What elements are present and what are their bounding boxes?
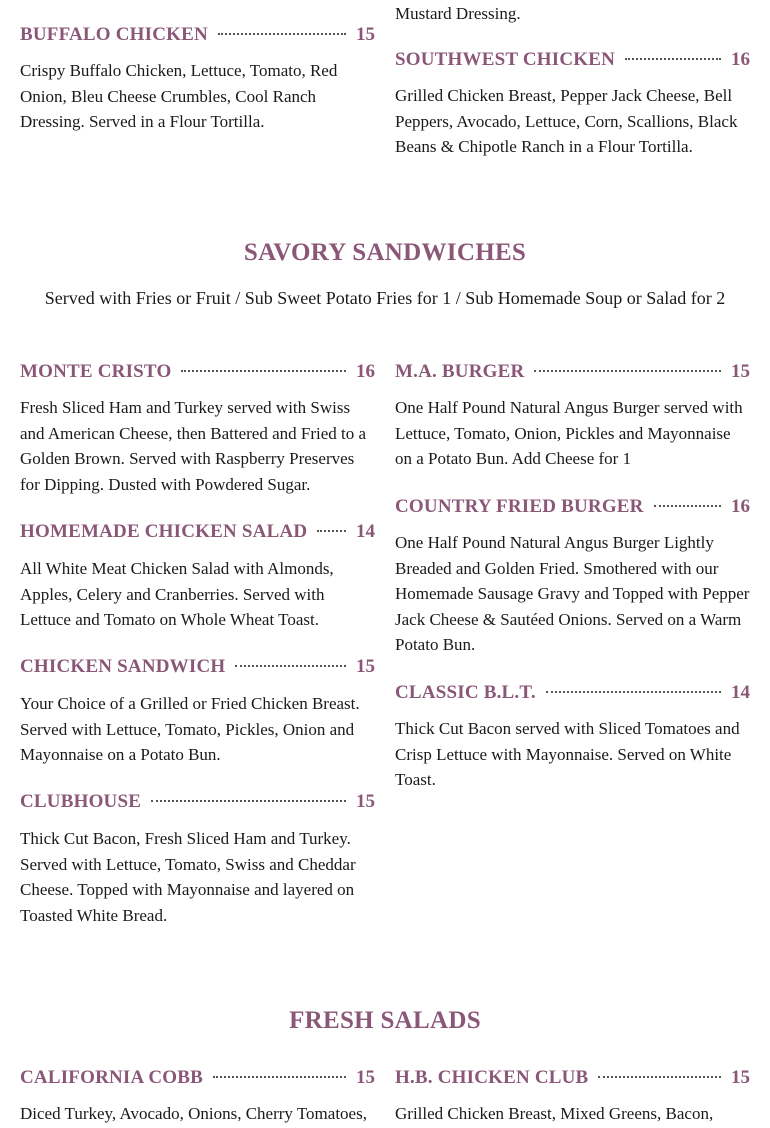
menu-item-california-cobb [20,1065,375,1127]
dot-leader [317,530,346,532]
dot-leader [218,33,346,35]
item-price: 16 [731,496,750,517]
menu-item-monte-cristo [20,359,375,497]
item-name: SOUTHWEST CHICKEN [395,49,616,70]
menu-item-classic-blt [395,680,750,793]
dot-leader [235,665,346,667]
item-name: MONTE CRISTO [20,361,172,382]
item-name: M.A. BURGER [395,361,525,382]
item-price: 16 [356,361,375,382]
item-price: 15 [356,656,375,677]
item-name: CALIFORNIA COBB [20,1067,203,1088]
item-price: 14 [356,521,375,542]
menu-item-hb-chicken-club [395,1065,750,1127]
item-description: Grilled Chicken Breast, Mixed Greens, Bacon, [395,1104,714,1123]
section-title-savory-sandwiches: SAVORY SANDWICHES [243,239,527,266]
menu-item-ma-burger [395,359,750,472]
item-description: Crispy Buffalo Chicken, Lettuce, Tomato, Red Onion, Bleu Cheese Crumbles, Cool Ranch Dressing. Served in a Flour Tortilla. [20,61,338,131]
section-title-fresh-salads: FRESH SALADS [289,1007,481,1034]
dot-leader [625,58,721,60]
item-description: One Half Pound Natural Angus Burger Lightly Breaded and Golden Fried. Smothered with our Homemade Sausage Gravy and Topped with Pepper Jack Cheese & Sautéed Onions. Served on a Warm Potato Bun. [395,533,750,654]
item-name: H.B. CHICKEN CLUB [395,1067,589,1088]
item-description: Your Choice of a Grilled or Fried Chicken Breast. Served with Lettuce, Tomato, Pickles, Onion and Mayonnaise on a Potato Bun. [20,694,360,764]
dot-leader [213,1076,346,1078]
menu-item-buffalo-chicken [20,22,375,135]
item-price: 15 [356,24,375,45]
item-description: One Half Pound Natural Angus Burger served with Lettuce, Tomato, Onion, Pickles and Mayonnaise on a Potato Bun. Add Cheese for 1 [395,398,743,468]
carryover-description: Mustard Dressing. [395,4,521,23]
item-price: 15 [356,1067,375,1088]
menu-item-southwest-chicken [395,47,750,160]
item-description: Thick Cut Bacon, Fresh Sliced Ham and Turkey. Served with Lettuce, Tomato, Swiss and Cheddar Cheese. Topped with Mayonnaise and layered on Toasted White Bread. [20,829,356,925]
item-name: BUFFALO CHICKEN [20,24,208,45]
menu-item-homemade-chicken-salad [20,519,375,633]
item-price: 15 [731,361,750,382]
item-description: Grilled Chicken Breast, Pepper Jack Cheese, Bell Peppers, Avocado, Lettuce, Corn, Scallions, Black Beans & Chipotle Ranch in a Flour Tortilla. [395,86,738,156]
item-name: CLASSIC B.L.T. [395,682,536,703]
dot-leader [181,370,346,372]
dot-leader [534,370,721,372]
item-description: All White Meat Chicken Salad with Almonds, Apples, Celery and Cranberries. Served with Lettuce and Tomato on Whole Wheat Toast. [20,559,334,629]
item-description: Fresh Sliced Ham and Turkey served with Swiss and American Cheese, then Battered and Fried to a Golden Brown. Served with Raspberry Preserves for Dipping. Dusted with Powdered Sugar. [20,398,367,494]
item-price: 14 [731,682,750,703]
item-name: CHICKEN SANDWICH [20,656,226,677]
item-name: COUNTRY FRIED BURGER [395,496,644,517]
section-subtitle: Served with Fries or Fruit / Sub Sweet Potato Fries for 1 / Sub Homemade Soup or Salad for 2 [44,288,726,308]
dot-leader [654,505,721,507]
dot-leader [598,1076,721,1078]
item-name: CLUBHOUSE [20,791,142,812]
item-description: Diced Turkey, Avocado, Onions, Cherry Tomatoes, [20,1104,367,1123]
item-name: HOMEMADE CHICKEN SALAD [20,521,308,542]
item-price: 16 [731,49,750,70]
item-price: 15 [356,791,375,812]
menu-item-country-fried-burger [395,494,750,658]
menu-item-clubhouse [20,789,375,928]
menu-item-chicken-sandwich [20,654,375,768]
dot-leader [546,691,721,693]
dot-leader [151,800,346,802]
item-description: Thick Cut Bacon served with Sliced Tomatoes and Crisp Lettuce with Mayonnaise. Served on White Toast. [395,719,740,789]
item-price: 15 [731,1067,750,1088]
